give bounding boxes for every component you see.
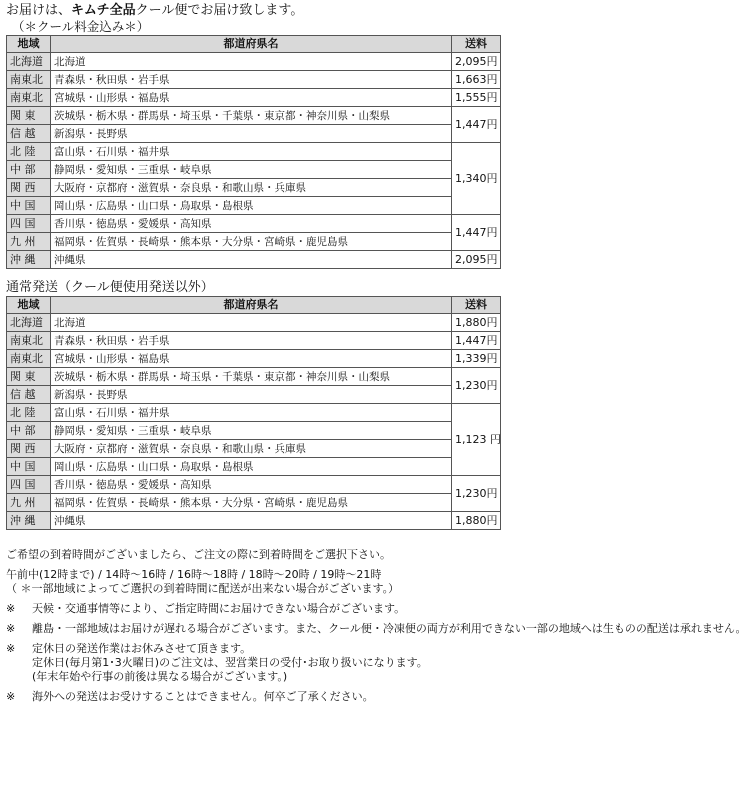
table-row [7, 71, 501, 89]
header-fee: 送料 [452, 297, 501, 314]
prefecture-cell: 香川県・徳島県・愛媛県・高知県 [51, 215, 452, 233]
delivery-intro: ご希望の到着時間がございましたら、ご注文の際に到着時間をご選択下さい。 [6, 548, 391, 561]
prefecture-cell: 新潟県・長野県 [51, 125, 452, 143]
table-row [7, 197, 501, 215]
prefecture-cell: 沖縄県 [51, 251, 452, 269]
table-row [7, 233, 501, 251]
region-cell: 北海道 [7, 314, 51, 332]
prefecture-cell: 沖縄県 [51, 512, 452, 530]
region-cell: 北 陸 [7, 404, 51, 422]
note-text: 定休日(毎月第1･3火曜日)のご注文は、翌営業日の受付･お取り扱いになります。 [32, 656, 428, 669]
table-row [7, 53, 501, 71]
fee-cell: 1,880円 [452, 314, 501, 332]
table-row [7, 458, 501, 476]
fee-cell: 1,880円 [452, 512, 501, 530]
table-row [7, 386, 501, 404]
region-cell: 中 国 [7, 197, 51, 215]
region-cell: 関 西 [7, 440, 51, 458]
prefecture-cell: 香川県・徳島県・愛媛県・高知県 [51, 476, 452, 494]
table-row [7, 422, 501, 440]
fee-cell: 1,230円 [452, 476, 501, 512]
prefecture-cell: 茨城県・栃木県・群馬県・埼玉県・千葉県・東京都・神奈川県・山梨県 [51, 368, 452, 386]
fee-cell: 1,555円 [452, 89, 501, 107]
cool-title-bold: キムチ全品 [71, 3, 136, 18]
table-row [7, 143, 501, 161]
prefecture-cell: 北海道 [51, 314, 452, 332]
region-cell: 関 西 [7, 179, 51, 197]
note-text: 離島・一部地域はお届けが遅れる場合がございます。また、クール便・冷凍便の両方が利用できない一部の地域へは生ものの配送は承れません。 [32, 622, 747, 635]
normal-title: 通常発送（クール便使用発送以外） [6, 280, 214, 295]
prefecture-cell: 岡山県・広島県・山口県・鳥取県・島根県 [51, 197, 452, 215]
region-cell: 四 国 [7, 476, 51, 494]
table-row [7, 179, 501, 197]
region-cell: 関 東 [7, 107, 51, 125]
note-mark: ※ [6, 690, 16, 703]
region-cell: 九 州 [7, 233, 51, 251]
region-cell: 中 国 [7, 458, 51, 476]
fee-cell: 2,095円 [452, 251, 501, 269]
fee-cell: 1,447円 [452, 215, 501, 251]
normal-shipping-table [6, 296, 501, 530]
table-row [7, 314, 501, 332]
region-cell: 南東北 [7, 350, 51, 368]
cool-title-post: クール便でお届け致します。 [135, 3, 304, 18]
prefecture-cell: 新潟県・長野県 [51, 386, 452, 404]
region-cell: 南東北 [7, 71, 51, 89]
table-row [7, 512, 501, 530]
fee-cell: 1,447円 [452, 332, 501, 350]
region-cell: 信 越 [7, 125, 51, 143]
note-text: 定休日の発送作業はお休みさせて頂きます。 [32, 642, 252, 655]
region-cell: 沖 縄 [7, 512, 51, 530]
region-cell: 沖 縄 [7, 251, 51, 269]
note-item [6, 602, 504, 616]
header-prefecture: 都道府県名 [51, 297, 452, 314]
region-cell: 中 部 [7, 161, 51, 179]
region-cell: 九 州 [7, 494, 51, 512]
prefecture-cell: 富山県・石川県・福井県 [51, 404, 452, 422]
fee-cell: 1,340円 [452, 143, 501, 215]
note-mark: ※ [6, 642, 16, 655]
region-cell: 北海道 [7, 53, 51, 71]
prefecture-cell: 青森県・秋田県・岩手県 [51, 332, 452, 350]
fee-cell: 1,339円 [452, 350, 501, 368]
table-row [7, 440, 501, 458]
fee-cell: 1,230円 [452, 368, 501, 404]
table-row [7, 215, 501, 233]
note-item [6, 690, 504, 704]
prefecture-cell: 福岡県・佐賀県・長崎県・熊本県・大分県・宮崎県・鹿児島県 [51, 233, 452, 251]
table-row [7, 89, 501, 107]
table-header-row [7, 297, 501, 314]
header-region: 地域 [7, 36, 51, 53]
time-caveat: （ ＊一部地域によってご選択の到着時間に配送が出来ない場合がございます。） [6, 582, 400, 595]
note-text: 天候・交通事情等により、ご指定時間にお届けできない場合がございます。 [32, 602, 406, 615]
fee-cell: 1,447円 [452, 107, 501, 143]
table-row [7, 107, 501, 125]
cool-title-pre: お届けは、 [6, 3, 72, 18]
cool-shipping-table [6, 35, 501, 269]
region-cell: 信 越 [7, 386, 51, 404]
table-row [7, 332, 501, 350]
region-cell: 南東北 [7, 332, 51, 350]
prefecture-cell: 大阪府・京都府・滋賀県・奈良県・和歌山県・兵庫県 [51, 179, 452, 197]
table-row [7, 404, 501, 422]
prefecture-cell: 北海道 [51, 53, 452, 71]
cool-subtitle: （＊クール料金込み＊） [12, 19, 150, 34]
prefecture-cell: 茨城県・栃木県・群馬県・埼玉県・千葉県・東京都・神奈川県・山梨県 [51, 107, 452, 125]
delivery-notes [6, 548, 747, 704]
region-cell: 中 部 [7, 422, 51, 440]
prefecture-cell: 岡山県・広島県・山口県・鳥取県・島根県 [51, 458, 452, 476]
note-item [6, 642, 504, 684]
region-cell: 南東北 [7, 89, 51, 107]
region-cell: 関 東 [7, 368, 51, 386]
header-region: 地域 [7, 297, 51, 314]
fee-cell: 2,095円 [452, 53, 501, 71]
table-row [7, 125, 501, 143]
table-row [7, 161, 501, 179]
prefecture-cell: 福岡県・佐賀県・長崎県・熊本県・大分県・宮崎県・鹿児島県 [51, 494, 452, 512]
prefecture-cell: 大阪府・京都府・滋賀県・奈良県・和歌山県・兵庫県 [51, 440, 452, 458]
header-prefecture: 都道府県名 [51, 36, 452, 53]
table-row [7, 350, 501, 368]
prefecture-cell: 宮城県・山形県・福島県 [51, 350, 452, 368]
table-row [7, 494, 501, 512]
shipping-info [6, 2, 747, 704]
prefecture-cell: 宮城県・山形県・福島県 [51, 89, 452, 107]
note-item [6, 622, 747, 636]
prefecture-cell: 富山県・石川県・福井県 [51, 143, 452, 161]
header-fee: 送料 [452, 36, 501, 53]
prefecture-cell: 静岡県・愛知県・三重県・岐阜県 [51, 161, 452, 179]
region-cell: 四 国 [7, 215, 51, 233]
note-mark: ※ [6, 602, 16, 615]
fee-cell: 1,123 円 [452, 404, 501, 476]
table-row [7, 251, 501, 269]
table-header-row [7, 36, 501, 53]
cool-title [6, 2, 504, 19]
region-cell: 北 陸 [7, 143, 51, 161]
table-row [7, 476, 501, 494]
time-slots: 午前中(12時まで) / 14時～16時 / 16時～18時 / 18時～20時 / 19時～21時 [6, 568, 382, 581]
prefecture-cell: 青森県・秋田県・岩手県 [51, 71, 452, 89]
note-text: 海外への発送はお受けすることはできません。何卒ご了承ください。 [32, 690, 374, 703]
prefecture-cell: 静岡県・愛知県・三重県・岐阜県 [51, 422, 452, 440]
table-row [7, 368, 501, 386]
fee-cell: 1,663円 [452, 71, 501, 89]
note-text: (年末年始や行事の前後は異なる場合がございます。) [32, 670, 288, 683]
note-mark: ※ [6, 622, 16, 635]
